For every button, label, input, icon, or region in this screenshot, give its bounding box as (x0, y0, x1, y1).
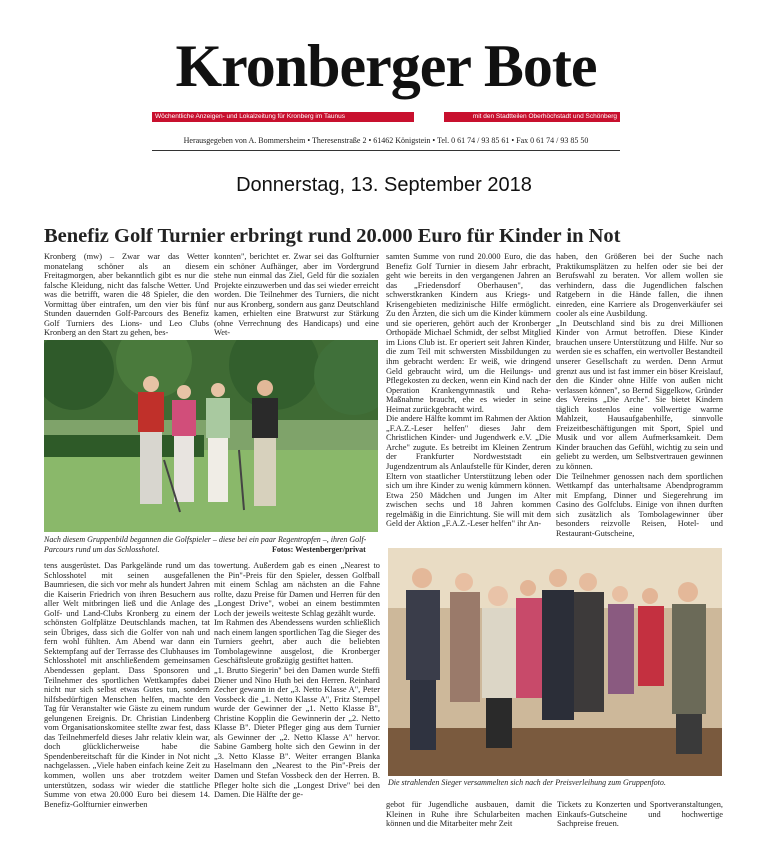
article-col3: samten Summe von rund 20.000 Euro, die das Benefiz Golf Turnier in diesem Jahr erbracht, geht wie bereits in den vergangenen Jahren an das „Friedensdorf Oberhausen", das schwerstkranken Kindern aus Kriegs- und Krisengebieten medizinische Hilfe ermöglicht. Zu den Ärzten, die sich um die Kinder kümmern und sie operieren, gehört auch der Kronberger Orthopäde Michael Schmidt, der selbst Mitglied im Lions Club ist. Er operiert seit Jahren Kinder, die zum Teil mit schwersten Missbildungen zu ihm gebracht werden: Er weiß, wie dringend Geld gebraucht wird, um die Heilungs- und Pflegekosten zu decken, wenn ein Kind nach der Operation Krankengymnastik und Reha-Maßnahme braucht, ehe es wieder in seine Heimat zurückgebracht wird. Die andere Hälfte kommt im Rahmen der Aktion „F.A.Z.-Leser helfen" dieses Jahr dem Christlichen Kinder- und Jugendwerk e.V. „Die Arche" zugute. Es betreibt im Kleinen Zentrum der Frankfurter Nordweststadt ein Jugendzentrum als Anlaufstelle für Kinder, deren Eltern von staatlicher Unterstützung leben oder sich um ihre Kinder zu wenig kümmern können. Etwa 250 Mädchen und Jungen im Alter zwischen sechs und 18 Jahren kommen regelmäßig in die Einrichtung. Sie will mit dem Geld der Aktion „F.A.Z.-Leser helfen" ihr An- (386, 252, 551, 529)
masthead-red-bar (152, 112, 620, 122)
winners-group-photo (388, 548, 722, 776)
article-col2-top: konnten", berichtet er. Zwar sei das Golfturnier ein schöner Aufhänger, aber im Vordergrund stehe nun einmal das Ziel, Geld für die sozialen Projekte einzuwerben und das sei wieder erreicht worden. Die Teilnehmer des Turniers, die nicht nur aus Kronberg, sondern aus ganz Deutschland kamen, erhielten eine Bratwurst zur Stärkung (ohne Verrechnung des Handicaps) und eine Wet- (214, 252, 379, 338)
photo-credit: Fotos: Westenberger/privat (272, 545, 366, 554)
masthead-divider (152, 150, 620, 151)
article-headline: Benefiz Golf Turnier erbringt rund 20.000 Euro für Kinder in Not (44, 225, 621, 247)
masthead-tagline-right: mit den Stadtteilen Oberhöchstadt und Schönberg (472, 113, 617, 120)
masthead (152, 30, 620, 145)
article-col1-bottom: tens ausgerüstet. Das Parkgelände rund um das Schlosshotel mit seinen ausgefallenen Baumriesen, die sich vor mehr als hundert Jahren die Kaiserin Friedrich von ihren Besuchern aus aller Welt mitbringen ließ und die Anlage des Golf- und Land-Clubs Kronberg zu einem der schönsten Golfplätze Deutschlands machen, tat sein Übriges, dass sich die Golfer von nah und fern wohl fühlten. Am Abend war dann ein Sektempfang auf der Terrasse des Clubhauses im Schlosshotel mit anschließendem gemeinsamen Abendessen geplant. Dass Sponsoren und Teilnehmer des sportlichen Wettkampfes dabei nicht nur sich selbst etwas Gutes tun, sondern hilfsbedürftigen Menschen helfen, machte den Tag für Veranstalter wie Gäste zu einem rundum gelungenen Ereignis. Dr. Christian Lindenberg vom Organisationskomitee stellte zwar fest, dass das Teilnehmerfeld dieses Jahr relativ klein war, doch glücklicherweise habe die Spendenbereitschaft für die Kinder in Not nicht nachgelassen. „Viele haben einfach keine Zeit zu kommen, wollen uns aber trotzdem weiter unterstützen, sodass wir wieder die stattliche Summe von etwa 20.000 Euro bei diesem 14. Benefiz-Golfturnier einwerben (44, 561, 210, 809)
masthead-bar-gap (414, 112, 444, 122)
masthead-title: Kronberger Bote (175, 33, 597, 99)
golfers-photo-illustration (44, 340, 378, 532)
article-col3-bottom: gebot für Jugendliche ausbauen, damit die Kleinen in Ruhe ihre Schularbeiten machen können und die Mitarbeiter mehr Zeit (386, 800, 552, 829)
golfers-photo-caption: Nach diesem Gruppenbild begannen die Golfspieler – diese bei ein paar Regentropfen –, ihren Golf-Parcours rund um das Schlosshotel. (44, 535, 367, 554)
article-col4-bottom: Tickets zu Konzerten und Sportveranstaltungen, Einkaufs-Gutscheine und hochwertige Sachpreise freuen. (557, 800, 723, 829)
issue-date: Donnerstag, 13. September 2018 (236, 174, 532, 196)
winners-photo-caption: Die strahlenden Sieger versammelten sich nach der Preisverleihung zum Gruppenfoto. (388, 778, 666, 787)
masthead-tagline-left: Wöchentliche Anzeigen- und Lokalzeitung für Kronberg im Taunus (155, 113, 345, 120)
publisher-line: Herausgegeben von A. Bommersheim • Theresenstraße 2 • 61462 Königstein • Tel. 0 61 74 / 93 85 61 • Fax 0 61 74 / 93 85 50 (183, 136, 589, 145)
golfers-group-photo (44, 340, 378, 532)
article-col2-bottom: towertung. Außerdem gab es einen „Nearest to the Pin"-Preis für den Spieler, dessen Golfball mit einem Schlag am nächsten an die Fahne rollte, dazu Preise für Damen und Herren für den „Longest Drive", wobei an einem bestimmten Loch der jeweils weiteste Schlag gezählt wurde. Im Rahmen des Abendessens wurden schließlich nach einem langen sportlichen Tag die Sieger des Turniers geehrt, aber auch die beliebten Tombolagewinne ausgelost, die Kronberger Geschäftsleute großzügig gestiftet hatten. „1. Brutto Siegerin" bei den Damen wurde Steffi Diener und Nino Huth bei den Herren. Reinhard Zecher gewann in der „3. Netto Klasse A", Peter Vossbeck die „1. Netto Klasse A", Fritz Stempel wurde der Gewinner der „1. Netto Klasse B", Christine Kopplin die Gewinnerin der „2. Netto Klasse B". Dieter Pfleger ging aus dem Turnier als Gewinner der „2. Netto Klasse A" hervor. Sabine Gamberg holte sich den Gewinn in der „3. Netto Klasse B". Weiter errangen Blanka Haselmann den „Nearest to the Pin"-Preis der Damen und Stefan Vossbeck den der Herren. B. Pfleger holte sich die „Longest Drive" bei den Damen. Die Hälfte der ge- (214, 561, 380, 800)
winners-photo-illustration (388, 548, 722, 776)
article-col4-top: haben, den Größeren bei der Suche nach Praktikumsplätzen zu helfen oder sie bei der Berufswahl zu beraten. Vor allem wollen sie verhindern, dass die Jugendlichen falschen Ratgebern in die Hände fallen, die ihnen einreden, eine Karriere als Drogenverkäufer sei cooler als eine Ausbildung. „In Deutschland sind bis zu drei Millionen Kinder von Armut betroffen. Diese Kinder brauchen unsere Unterstützung und Hilfe. Nur so werden sie es schaffen, ein wertvoller Bestandteil unserer Gesellschaft zu werden. Denn Armut grenzt aus und ist fast immer ein böser Kreislauf, den die Kinder ohne Hilfe von außen nicht verlassen können", so Bernd Siggelkow, Gründer des Vereins „Die Arche". Sie bietet Kindern täglich kostenlos eine vollwertige warme Mahlzeit, Hausaufgabenhilfe, sinnvolle Freizeitbeschäftigungen mit Sport, Spiel und Musik und vor allem Aufmerksamkeit. Dem Kinder brauchen das Gefühl, wichtig zu sein und geliebt zu werden, um Selbstvertrauen gewinnen zu können. Die Teilnehmer genossen nach dem sportlichen Wettkampf das unterhaltsame Abendprogramm mit Empfang, Dinner und Siegerehrung im Casino des Golfclubs. Einige von ihnen durften sich zusätzlich als Tombolagewinner über besonders reizvolle Reisen, Hotel- und Restaurant-Gutscheine, (556, 252, 723, 538)
article-col1-top: Kronberg (mw) – Zwar war das Wetter monatelang schöner als an diesem Freitagmorgen, aber bekanntlich gibt es nur die falsche Kleidung, nicht das falsche Wetter. Und was die betrifft, waren die 48 Spieler, die den Vormittag über eintrafen, um den vier bis fünf Stunden dauernden Golf-Parcours des Benefiz Golf Turniers des Lions- und Leo Clubs Kronberg an den Start zu gehen, bes- (44, 252, 209, 338)
